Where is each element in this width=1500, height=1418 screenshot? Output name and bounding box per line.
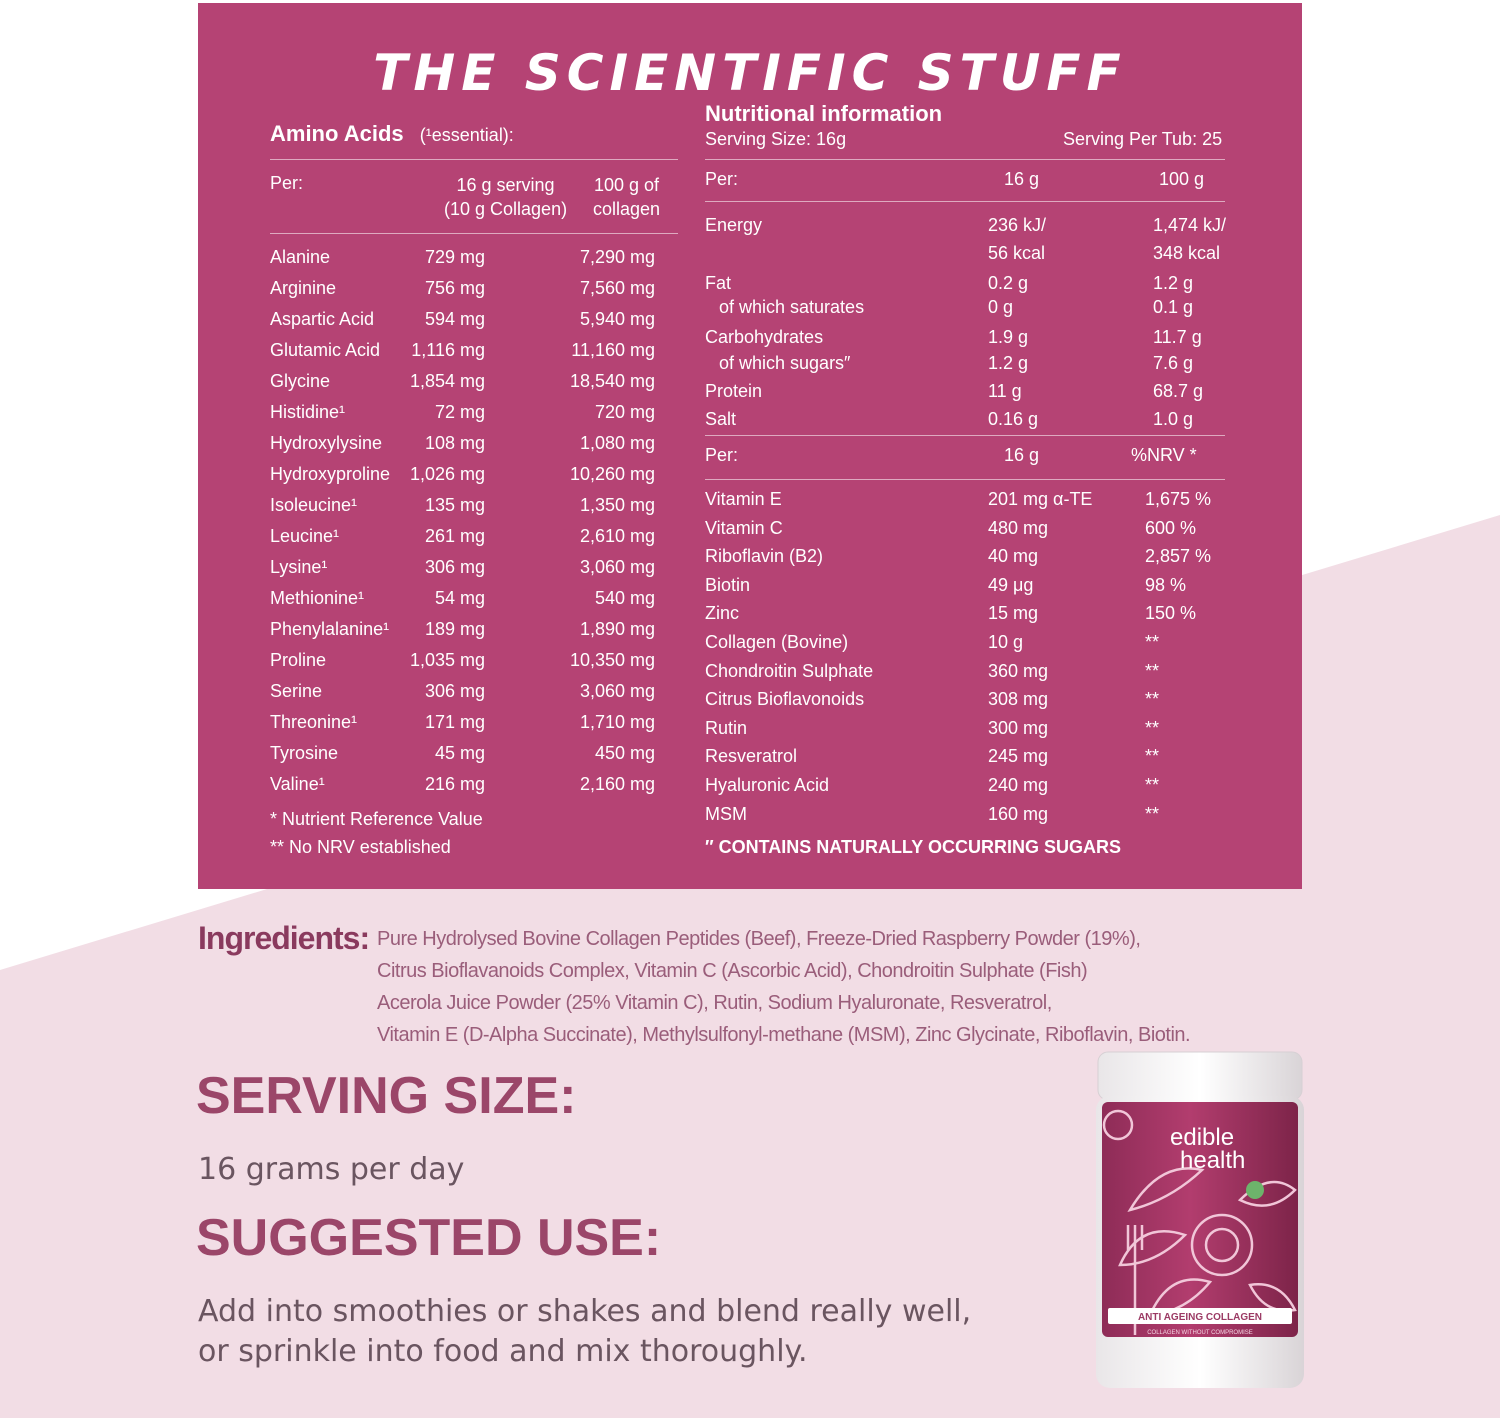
amino-name: Serine (270, 681, 323, 701)
nutrition-value-100g: 1,474 kJ/ (1153, 215, 1227, 235)
product-sub-label: COLLAGEN WITHOUT COMPROMISE (1147, 1330, 1253, 1336)
nutrition-servings-per-tub: Serving Per Tub: 25 (1063, 129, 1223, 149)
vitamin-name: Collagen (Bovine) (705, 632, 849, 652)
amino-title (270, 121, 514, 147)
amino-name: Leucine¹ (270, 526, 340, 546)
vitamin-value-16g: 480 mg (988, 517, 1049, 538)
vitamin-name: Riboflavin (B2) (705, 546, 824, 567)
amino-per100: 720 mg (594, 402, 655, 422)
amino-serving: 306 mg (424, 681, 485, 701)
nutrition-name: Energy (705, 215, 763, 235)
vitamin-nrv: 1,675 % (1145, 489, 1212, 509)
panel-title: THE SCIENTIFIC STUFF (373, 44, 1127, 102)
nutrition-col-16g: 16 g (1004, 169, 1040, 189)
amino-col-100g-l1: 100 g of (594, 175, 660, 195)
scientific-panel (198, 3, 1302, 889)
amino-row (270, 305, 670, 333)
vitamin-nrv: 150 % (1145, 603, 1197, 624)
amino-serving: 216 mg (424, 774, 485, 794)
vitamin-row (705, 742, 1235, 770)
nutrition-name: of which sugars″ (719, 353, 851, 373)
nutrition-rule-2 (705, 201, 1225, 202)
amino-serving: 261 mg (424, 526, 485, 546)
amino-per100: 2,160 mg (579, 774, 655, 794)
amino-row (270, 708, 670, 736)
amino-row (270, 553, 670, 581)
nutrition-serving-size: Serving Size: 16g (705, 129, 847, 149)
amino-serving: 45 mg (434, 743, 485, 763)
amino-per100: 1,890 mg (579, 619, 655, 639)
vitamin-name: Vitamin C (705, 517, 783, 538)
vitamin-value-16g: 201 mg α-TE (988, 489, 1093, 509)
vitamin-row (705, 685, 1235, 713)
vitamin-name: Resveratrol (705, 746, 798, 767)
vitamin-row (705, 657, 1235, 685)
vitamin-nrv: ** (1145, 689, 1160, 710)
vitamins-col-per: Per: (705, 445, 739, 465)
amino-name: Proline (270, 650, 327, 670)
nutrition-value-100g: 1.0 g (1153, 409, 1194, 429)
nutrition-name: Salt (705, 409, 737, 429)
amino-serving: 306 mg (424, 557, 485, 577)
suggested-use-line-1: Add into smoothies or shakes and blend really well, (198, 1294, 972, 1329)
amino-serving: 1,026 mg (409, 464, 485, 484)
amino-name: Phenylalanine¹ (270, 619, 390, 639)
nutrition-value-100g: 11.7 g (1153, 327, 1202, 347)
amino-per100: 3,060 mg (579, 557, 655, 577)
amino-serving: 1,035 mg (409, 650, 485, 670)
vitamin-row (705, 571, 1235, 599)
nutrition-name: Protein (705, 381, 763, 401)
amino-serving: 108 mg (424, 433, 485, 453)
nutrition-value-16g: 1.2 g (988, 353, 1029, 373)
nutrition-row (705, 293, 1235, 321)
vitamin-nrv: ** (1145, 717, 1160, 738)
vegan-badge-icon (1246, 1181, 1264, 1199)
vitamin-value-16g: 300 mg (988, 717, 1049, 738)
vitamin-row (705, 771, 1235, 799)
amino-row (270, 274, 670, 302)
nutrition-row (705, 323, 1235, 351)
amino-name: Glycine (270, 371, 331, 391)
amino-row (270, 770, 670, 798)
vitamin-name: Rutin (705, 717, 748, 738)
vitamin-name: MSM (705, 803, 747, 824)
amino-name: Histidine¹ (270, 402, 346, 422)
ingredients-line-3: Acerola Juice Powder (25% Vitamin C), Rutin, Sodium Hyaluronate, Resveratrol, (377, 992, 1052, 1014)
nutrition-title: Nutritional information (705, 101, 943, 126)
amino-per100: 1,080 mg (579, 433, 655, 453)
nutrition-name: Carbohydrates (705, 327, 824, 347)
amino-row (270, 243, 670, 271)
sugars-note: ″ CONTAINS NATURALLY OCCURRING SUGARS (705, 837, 1121, 857)
suggested-use-heading: SUGGESTED USE: (196, 1209, 662, 1267)
amino-name: Lysine¹ (270, 557, 328, 577)
amino-col-per: Per: (270, 173, 304, 193)
vitamin-nrv: ** (1145, 775, 1160, 795)
amino-serving: 594 mg (424, 309, 485, 329)
vitamin-name: Vitamin E (705, 489, 782, 509)
amino-name: Methionine¹ (270, 588, 365, 608)
product-tub-image (1090, 1050, 1310, 1400)
vitamins-col-16g: 16 g (1004, 445, 1040, 465)
amino-row (270, 584, 670, 612)
nutrition-name: of which saturates (719, 297, 865, 317)
amino-row (270, 739, 670, 767)
nutrition-value-16g: 0.2 g (988, 273, 1029, 293)
amino-per100: 450 mg (594, 743, 655, 763)
vitamin-row (705, 714, 1235, 742)
vitamin-nrv: 2,857 % (1145, 546, 1212, 567)
vitamin-name: Biotin (705, 574, 751, 595)
amino-per100: 5,940 mg (579, 309, 655, 329)
nutrition-value-16g: 236 kJ/ (988, 215, 1047, 235)
amino-per100: 7,560 mg (579, 278, 655, 298)
amino-per100: 540 mg (594, 588, 655, 608)
vitamin-value-16g: 308 mg (988, 689, 1049, 710)
ingredients-line-1: Pure Hydrolysed Bovine Collagen Peptides (Beef), Freeze-Dried Raspberry Powder (19%), (377, 928, 1141, 950)
amino-name: Alanine (270, 247, 331, 267)
amino-serving: 189 mg (424, 619, 485, 639)
amino-title-note: (¹essential): (419, 125, 514, 145)
amino-row (270, 615, 670, 643)
vitamin-value-16g: 245 mg (988, 746, 1049, 767)
nutrition-value-100g: 68.7 g (1153, 381, 1204, 401)
amino-per100: 11,160 mg (571, 340, 655, 360)
suggested-use-line-2: or sprinkle into food and mix thoroughly. (198, 1334, 808, 1369)
amino-per100: 3,060 mg (579, 681, 655, 701)
nutrition-rule-top (705, 159, 1225, 160)
amino-per100: 7,290 mg (579, 247, 655, 267)
amino-serving: 54 mg (434, 588, 485, 608)
ingredients-line-2: Citrus Bioflavanoids Complex, Vitamin C (Ascorbic Acid), Chondroitin Sulphate (Fish) (377, 960, 1088, 982)
vitamin-nrv: 600 % (1145, 517, 1197, 538)
nutrition-row (705, 349, 1235, 377)
nutrition-value-100g: 7.6 g (1153, 353, 1194, 373)
ingredients-line-4: Vitamin E (D-Alpha Succinate), Methylsulfonyl-methane (MSM), Zinc Glycinate, Riboflavin, Biotin. (377, 1024, 1191, 1046)
amino-row (270, 398, 670, 426)
amino-row (270, 367, 670, 395)
amino-row (270, 336, 670, 364)
nutrition-value-16g: 56 kcal (988, 243, 1046, 263)
brand-health: health (1180, 1147, 1246, 1174)
nutrition-value-100g: 348 kcal (1153, 243, 1221, 263)
nutrition-col-100g: 100 g (1159, 169, 1205, 189)
amino-serving: 756 mg (424, 278, 485, 298)
vitamin-name: Zinc (705, 603, 740, 624)
vitamin-row (705, 514, 1235, 542)
vitamin-value-16g: 160 mg (988, 803, 1049, 824)
vitamin-row (705, 485, 1235, 513)
vitamin-row (705, 628, 1235, 656)
amino-serving: 72 mg (434, 402, 485, 422)
vitamin-value-16g: 240 mg (988, 775, 1049, 795)
amino-serving: 729 mg (424, 247, 485, 267)
vitamin-value-16g: 15 mg (988, 603, 1039, 624)
vitamin-nrv: 98 % (1145, 574, 1187, 595)
amino-rule-top (270, 159, 678, 160)
amino-row (270, 522, 670, 550)
ingredients-label: Ingredients: (198, 920, 370, 956)
vitamin-nrv: ** (1145, 660, 1160, 681)
vitamin-name: Hyaluronic Acid (705, 775, 830, 795)
serving-size-heading: SERVING SIZE: (196, 1067, 577, 1125)
amino-serving: 171 mg (424, 712, 485, 732)
amino-name: Aspartic Acid (270, 309, 375, 329)
amino-row (270, 677, 670, 705)
vitamin-value-16g: 360 mg (988, 660, 1049, 681)
amino-name: Hydroxylysine (270, 433, 383, 453)
amino-per100: 10,350 mg (569, 650, 655, 670)
amino-row (270, 429, 670, 457)
vitamin-row (705, 800, 1235, 828)
amino-per100: 10,260 mg (569, 464, 655, 484)
nutrition-value-100g: 0.1 g (1153, 297, 1194, 317)
nutrition-table (705, 207, 1235, 437)
vitamin-value-16g: 40 mg (988, 546, 1039, 567)
nutrition-col-per: Per: (705, 169, 739, 189)
amino-col-100g (593, 173, 660, 221)
amino-per100: 2,610 mg (579, 526, 655, 546)
amino-row (270, 491, 670, 519)
vitamin-value-16g: 10 g (988, 632, 1024, 652)
product-label: ANTI AGEING COLLAGEN (1137, 1312, 1263, 1323)
brand-edible: edible (1170, 1124, 1235, 1151)
amino-footnote-nrv: * Nutrient Reference Value (270, 809, 483, 829)
nutrition-value-16g: 0 g (988, 297, 1014, 317)
vitamins-table (705, 485, 1235, 835)
vitamin-nrv: ** (1145, 803, 1160, 824)
vitamin-row (705, 599, 1235, 627)
amino-serving: 135 mg (424, 495, 485, 515)
nutrition-value-16g: 1.9 g (988, 327, 1029, 347)
amino-row (270, 646, 670, 674)
serving-size-text: 16 grams per day (198, 1152, 465, 1187)
nutrition-rule-3 (705, 435, 1225, 436)
amino-rule-mid (270, 233, 678, 234)
amino-name: Threonine¹ (270, 712, 358, 732)
amino-per100: 18,540 mg (569, 371, 655, 391)
vitamin-nrv: ** (1145, 632, 1160, 652)
vitamin-value-16g: 49 μg (988, 574, 1034, 595)
vitamin-nrv: ** (1145, 746, 1160, 767)
nutrition-row (705, 377, 1235, 405)
amino-per100: 1,710 mg (579, 712, 655, 732)
amino-serving: 1,116 mg (411, 340, 485, 360)
amino-name: Valine¹ (270, 774, 325, 794)
vitamin-name: Citrus Bioflavonoids (705, 689, 865, 710)
nutrition-row (705, 211, 1235, 239)
nutrition-rule-4 (705, 479, 1225, 480)
amino-per100: 1,350 mg (579, 495, 655, 515)
amino-name: Arginine (270, 278, 337, 298)
vitamin-name: Chondroitin Sulphate (705, 660, 874, 681)
vitamin-row (705, 542, 1235, 570)
amino-row (270, 460, 670, 488)
amino-name: Glutamic Acid (270, 340, 381, 360)
amino-col-serving-l1: 16 g serving (456, 175, 555, 195)
nutrition-value-16g: 11 g (988, 381, 1022, 401)
amino-title-text: Amino Acids (270, 121, 404, 146)
amino-name: Isoleucine¹ (270, 495, 358, 515)
amino-serving: 1,854 mg (409, 371, 485, 391)
amino-footnote-no-nrv: ** No NRV established (270, 837, 451, 857)
vitamins-col-nrv: %NRV * (1131, 445, 1197, 465)
amino-name: Hydroxyproline (270, 464, 391, 484)
nutrition-value-16g: 0.16 g (988, 409, 1039, 429)
nutrition-row (705, 239, 1235, 267)
amino-table (270, 243, 680, 803)
nutrition-row (705, 405, 1235, 433)
nutrition-name: Fat (705, 273, 732, 293)
amino-col-serving-l2: (10 g Collagen) (444, 199, 568, 219)
amino-col-100g-l2: collagen (593, 199, 661, 219)
amino-name: Tyrosine (270, 743, 339, 763)
nutrition-value-100g: 1.2 g (1153, 273, 1194, 293)
amino-col-serving (444, 173, 567, 221)
